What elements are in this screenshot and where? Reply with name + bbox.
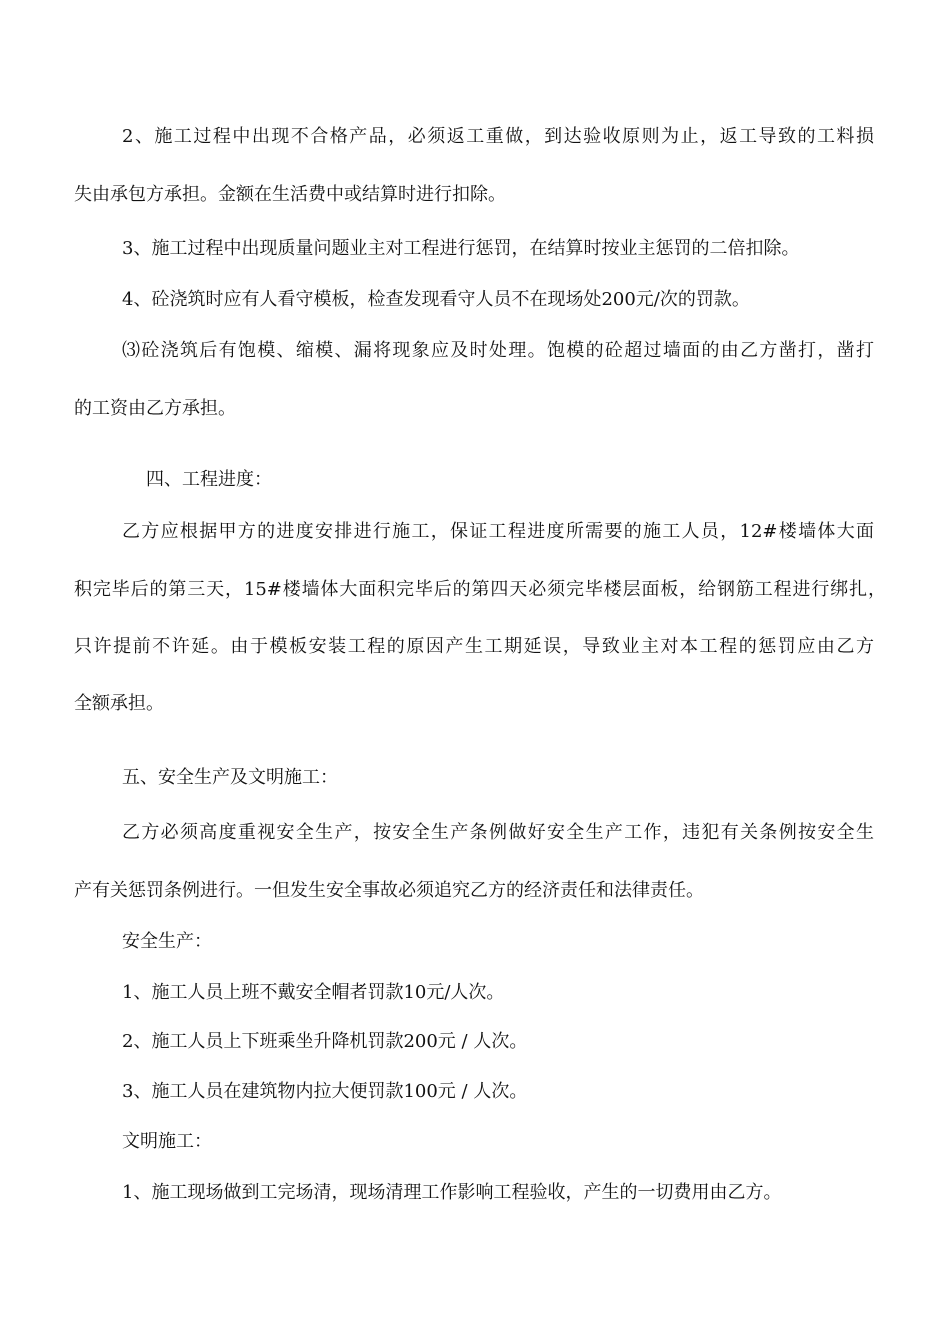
paragraph-line: ⑶砼浇筑后有饱模、缩模、漏将现象应及时处理。饱模的砼超过墙面的由乙方凿打，凿打 xyxy=(122,340,874,361)
subheading: 安全生产： xyxy=(122,931,212,952)
paragraph-line: 积完毕后的第三天，15#楼墙体大面积完毕后的第四天必须完毕楼层面板，给钢筋工程进行绑扎， xyxy=(74,579,886,600)
section-heading: 五、安全生产及文明施工： xyxy=(122,767,338,788)
paragraph-line: 失由承包方承担。金额在生活费中或结算时进行扣除。 xyxy=(74,184,506,205)
paragraph-line: 产有关惩罚条例进行。一但发生安全事故必须追究乙方的经济责任和法律责任。 xyxy=(74,880,704,901)
paragraph-line: 2、施工人员上下班乘坐升降机罚款200元 / 人次。 xyxy=(122,1031,528,1052)
paragraph-line: 的工资由乙方承担。 xyxy=(74,398,236,419)
paragraph-line: 2、施工过程中出现不合格产品，必须返工重做，到达验收原则为止，返工导致的工料损 xyxy=(122,126,874,147)
paragraph-line: 4、砼浇筑时应有人看守模板，检查发现看守人员不在现场处200元/次的罚款。 xyxy=(122,289,750,310)
paragraph-line: 全额承担。 xyxy=(74,693,164,714)
paragraph-line: 3、施工过程中出现质量问题业主对工程进行惩罚，在结算时按业主惩罚的二倍扣除。 xyxy=(122,238,800,259)
section-heading: 四、工程进度： xyxy=(146,469,272,490)
paragraph-line: 乙方必须高度重视安全生产，按安全生产条例做好安全生产工作，违犯有关条例按安全生 xyxy=(122,822,874,843)
subheading: 文明施工： xyxy=(122,1131,212,1152)
paragraph-line: 3、施工人员在建筑物内拉大便罚款100元 / 人次。 xyxy=(122,1081,528,1102)
paragraph-line: 乙方应根据甲方的进度安排进行施工，保证工程进度所需要的施工人员，12#楼墙体大面 xyxy=(122,521,874,542)
paragraph-line: 1、施工现场做到工完场清，现场清理工作影响工程验收，产生的一切费用由乙方。 xyxy=(122,1182,782,1203)
paragraph-line: 1、施工人员上班不戴安全帽者罚款10元/人次。 xyxy=(122,982,505,1003)
paragraph-line: 只许提前不许延。由于模板安装工程的原因产生工期延误，导致业主对本工程的惩罚应由乙方 xyxy=(74,636,874,657)
